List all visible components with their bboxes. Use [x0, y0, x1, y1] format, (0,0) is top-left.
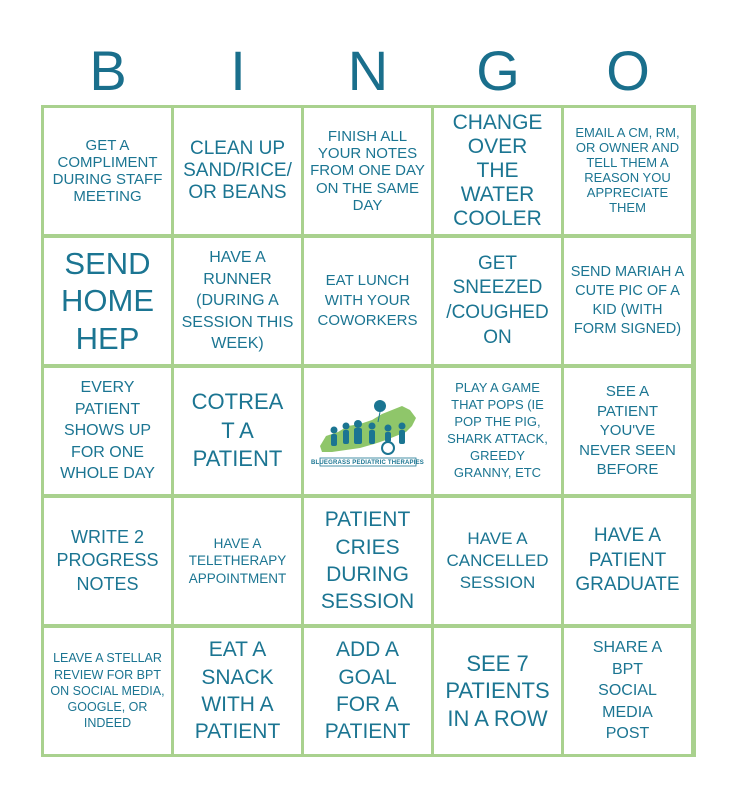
bingo-cell[interactable]: [174, 628, 301, 754]
bingo-cell[interactable]: [44, 498, 171, 624]
bingo-cell[interactable]: [434, 628, 561, 754]
cell-text: EAT A SNACK WITH A PATIENT: [194, 638, 281, 744]
cell-text: SEE A PATIENT YOU'VE NEVER SEEN BEFORE: [579, 383, 676, 479]
bingo-cell[interactable]: [564, 628, 691, 754]
header-letter-g: G: [476, 39, 520, 102]
bingo-cell[interactable]: [174, 238, 301, 364]
bingo-cell[interactable]: [174, 498, 301, 624]
cell-text: CHANGE OVER THE WATER COOLER: [452, 110, 543, 231]
cell-text: LEAVE A STELLAR REVIEW FOR BPT ON SOCIAL MEDIA, GOOGLE, OR INDEED: [50, 651, 165, 731]
bingo-cell[interactable]: [44, 628, 171, 754]
cell-text: WRITE 2 PROGRESS NOTES: [56, 526, 159, 594]
cell-text: COTREAT A PATIENT: [191, 389, 284, 472]
bingo-board: [41, 105, 696, 757]
header-letter-i: I: [230, 39, 246, 102]
bingo-cell[interactable]: [44, 238, 171, 364]
cell-text: SEND MARIAH A CUTE PIC OF A KID (WITH FORM SIGNED): [570, 264, 685, 337]
bingo-cell[interactable]: [44, 368, 171, 494]
cell-text: GET A COMPLIMENT DURING STAFF MEETING: [52, 136, 163, 206]
cell-text: FINISH ALL YOUR NOTES FROM ONE DAY ON THE SAME DAY: [310, 127, 425, 214]
bingo-cell[interactable]: [434, 108, 561, 234]
cell-text: PLAY A GAME THAT POPS (IE POP THE PIG, SHARK ATTACK, GREEDY GRANNY, ETC: [447, 380, 548, 480]
bingo-cell[interactable]: [44, 108, 171, 234]
cell-text: HAVE A RUNNER (DURING A SESSION THIS WEEK): [181, 249, 294, 353]
center-logo-cell[interactable]: [304, 368, 431, 494]
bingo-cell[interactable]: [564, 108, 691, 234]
bingo-cell[interactable]: [174, 108, 301, 234]
header-letter-n: N: [347, 39, 389, 102]
bingo-cell[interactable]: [434, 368, 561, 494]
header-letter-b: B: [89, 39, 127, 102]
cell-text: EAT LUNCH WITH YOUR COWORKERS: [317, 271, 418, 330]
bingo-cell[interactable]: [304, 108, 431, 234]
bluegrass-logo-icon: [316, 396, 420, 468]
header-letter-o: O: [606, 39, 650, 102]
logo-text: BLUEGRASS PEDIATRIC THERAPIES: [310, 459, 425, 466]
cell-text: EMAIL A CM, RM, OR OWNER AND TELL THEM A REASON YOU APPRECIATE THEM: [575, 125, 680, 215]
cell-text: PATIENT CRIES DURING SESSION: [320, 508, 415, 614]
bingo-cell[interactable]: [174, 368, 301, 494]
cell-text: SEND HOME HEP: [61, 246, 154, 356]
bingo-cell[interactable]: [564, 498, 691, 624]
bingo-cell[interactable]: [434, 238, 561, 364]
cell-text: SEE 7 PATIENTS IN A ROW: [445, 650, 550, 731]
cell-text: HAVE A CANCELLED SESSION: [446, 528, 549, 593]
bingo-cell[interactable]: [564, 368, 691, 494]
bingo-cell[interactable]: [434, 498, 561, 624]
bingo-cell[interactable]: [304, 238, 431, 364]
cell-text: EVERY PATIENT SHOWS UP FOR ONE WHOLE DAY: [60, 379, 155, 483]
bingo-header: [43, 40, 694, 102]
cell-text: CLEAN UP SAND/RICE/ OR BEANS: [183, 138, 292, 203]
cell-text: GET SNEEZED /COUGHED ON: [446, 252, 549, 348]
bingo-cell[interactable]: [304, 628, 431, 754]
cell-text: SHARE A BPT SOCIAL MEDIA POST: [592, 639, 663, 743]
cell-text: HAVE A TELETHERAPY APPOINTMENT: [188, 535, 287, 586]
bingo-cell[interactable]: [564, 238, 691, 364]
cell-text: HAVE A PATIENT GRADUATE: [575, 524, 680, 596]
bingo-cell[interactable]: [304, 498, 431, 624]
cell-text: ADD A GOAL FOR A PATIENT: [324, 638, 411, 744]
